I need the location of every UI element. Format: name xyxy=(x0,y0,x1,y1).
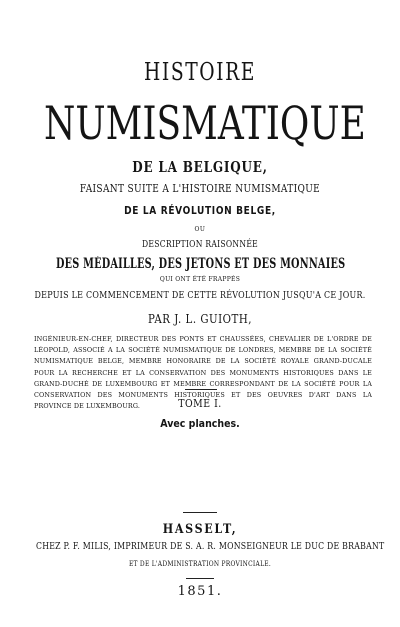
plates-line: Avec planches. xyxy=(160,418,240,430)
description-line: DESCRIPTION RAISONNÉE xyxy=(142,240,258,250)
subtitle: DE LA BELGIQUE, xyxy=(132,158,268,176)
frappes-line: QUI ONT ÉTÉ FRAPPÉS xyxy=(159,276,241,283)
since-line: DEPUIS LE COMMENCEMENT DE CETTE RÉVOLUTION JUSQU'A CE JOUR. xyxy=(34,290,366,301)
title-line-2: NUMISMATIQUE xyxy=(44,96,366,150)
title-line-1: HISTOIRE xyxy=(143,58,257,86)
volume-line: TOME I. xyxy=(178,397,222,410)
medals-line: DES MÉDAILLES, DES JETONS ET DES MONNAIES xyxy=(56,256,346,272)
author-qualifications: INGÉNIEUR-EN-CHEF, DIRECTEUR DES PONTS ET CHAUSSÉES, CHEVALIER DE L'ORDRE DE LÉOPOLD, ASSOCIÉ A LA SOCIÉTÉ NUMISMATIQUE DE LONDRES, MEMBRE DE LA SOCIÉTÉ NUMISMATIQUE BELGE, MEMBRE HONORAIRE DE LA SOCIÉTÉ ROYALE GRAND-DUCALE POUR LA RECHERCHE ET LA CONSERVATION DES MONUMENTS HISTORIQUES DANS LE GRAND-DUCHÉ DE LUXEMBOURG ET MEMBRE CORRESPONDANT DE LA SOCIÉTÉ POUR LA CONSERVATION DES MONUMENTS HISTORIQUES ET DES OEUVRES D'ART DANS LA PROVINCE DE LUXEMBOURG. xyxy=(34,335,372,411)
printer-line-2: ET DE L'ADMINISTRATION PROVINCIALE. xyxy=(128,560,272,568)
year-line: 1851. xyxy=(177,584,223,599)
author-line: PAR J. L. GUIOTH, xyxy=(147,312,252,326)
revolution-line: DE LA RÉVOLUTION BELGE, xyxy=(124,204,276,217)
divider-rule xyxy=(183,512,217,513)
ou-line: OU xyxy=(194,226,206,233)
divider-rule xyxy=(185,389,217,390)
printer-line: CHEZ P. F. MILIS, IMPRIMEUR DE S. A. R. MONSEIGNEUR LE DUC DE BRABANT xyxy=(36,541,385,552)
city-line: HASSELT, xyxy=(162,522,238,537)
continuation-line: FAISANT SUITE A L'HISTOIRE NUMISMATIQUE xyxy=(79,182,321,195)
divider-rule xyxy=(186,578,214,579)
